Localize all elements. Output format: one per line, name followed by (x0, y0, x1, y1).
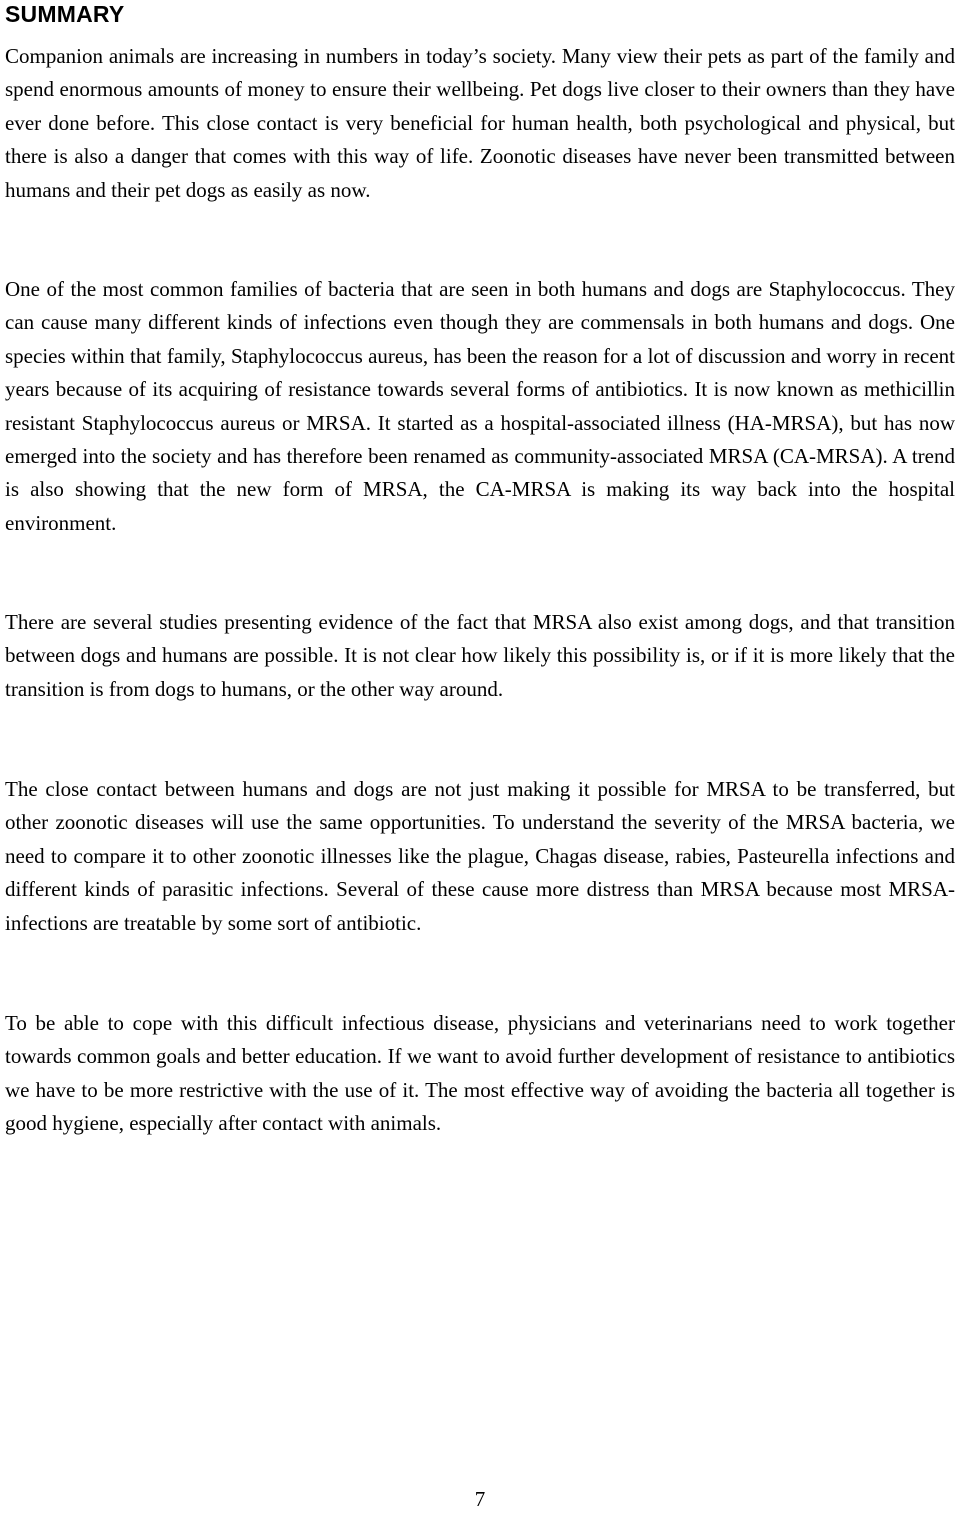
paragraph-zoonotic-diseases: The close contact between humans and dogs are not just making it possible for MRSA to be transferred, but other zoonotic diseases will use the same opportunities. To understand the severity of the MRSA bacteria, we need to compare it to other zoonotic illnesses like the plague, Chagas disease, rabies, Pasteurella infections and different kinds of parasitic infections. Several of these cause more distress than MRSA because most MRSA-infections are treatable by some sort of antibiotic. (5, 777, 955, 935)
paragraph-companion-animals: Companion animals are increasing in numbers in today’s society. Many view their pets as part of the family and spend enormous amounts of money to ensure their wellbeing. Pet dogs live closer to their owners than they have ever done before. This close contact is very beneficial for human health, both psychological and physical, but there is also a danger that comes with this way of life. Zoonotic diseases have never been transmitted between humans and their pet dogs as easily as now. (5, 44, 955, 202)
page-number: 7 (474, 1487, 486, 1511)
paragraph-mrsa-in-dogs: There are several studies presenting evidence of the fact that MRSA also exist among dogs, and that transition between dogs and humans are possible. It is not clear how likely this possibility is, or if it is more likely that the transition is from dogs to humans, or the other way around. (5, 610, 955, 701)
paragraph-cooperation-hygiene: To be able to cope with this difficult infectious disease, physicians and veterinarians need to work together towards common goals and better education. If we want to avoid further development of resistance to antibiotics we have to be more restrictive with the use of it. The most effective way of avoiding the bacteria all together is good hygiene, especially after contact with animals. (5, 1011, 955, 1136)
section-heading: SUMMARY (5, 1, 125, 27)
paragraph-staphylococcus: One of the most common families of bacteria that are seen in both humans and dogs are Staphylococcus. They can cause many different kinds of infections even though they are commensals in both humans and dogs. One species within that family, Staphylococcus aureus, has been the reason for a lot of discussion and worry in recent years because of its acquiring of resistance towards several forms of antibiotics. It is now known as methicillin resistant Staphylococcus aureus or MRSA. It started as a hospital-associated illness (HA-MRSA), but has now emerged into the society and has therefore been renamed as community-associated MRSA (CA-MRSA). A trend is also showing that the new form of MRSA, the CA-MRSA is making its way back into the hospital environment. (5, 277, 955, 535)
